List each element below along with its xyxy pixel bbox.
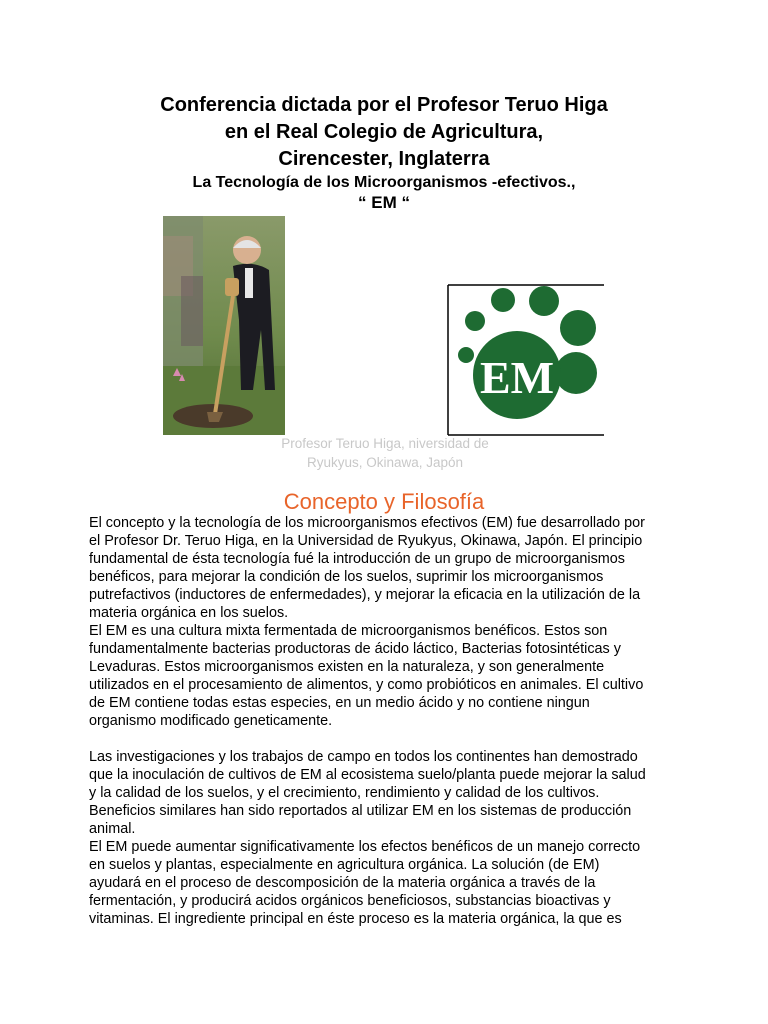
text-line: El EM es una cultura mixta fermentada de microorganismos benéficos. Estos son xyxy=(89,623,608,639)
paragraph-3 xyxy=(89,748,689,838)
professor-photo xyxy=(163,216,285,435)
text-line: El concepto y la tecnología de los microorganismos efectivos (EM) fue desarrollado por xyxy=(89,515,645,531)
text-line: Levaduras. Estos microorganismos existen en la naturaleza, y son generalmente xyxy=(89,659,605,675)
text-line: putrefactivos (inductores de enfermedades), y mejorar la eficacia en la utilización de la xyxy=(89,587,641,603)
em-logo-text: EM xyxy=(479,352,555,403)
text-line: benéficos, para mejorar la condición de los suelos, suprimir los microorganismos xyxy=(89,569,604,585)
title-line-2: en el Real Colegio de Agricultura, xyxy=(224,121,544,143)
caption-line-1: Profesor Teruo Higa, niversidad de xyxy=(281,436,489,451)
em-logo xyxy=(446,283,604,437)
text-line: animal. xyxy=(89,821,136,837)
text-line: el Profesor Dr. Teruo Higa, en la Universidad de Ryukyus, Okinawa, Japón. El principio xyxy=(89,533,643,549)
subtitle-line-2: “ EM “ xyxy=(358,193,410,212)
title-line-1: Conferencia dictada por el Profesor Teruo Higa xyxy=(160,94,608,116)
text-line: fundamental de ésta tecnología fué la introducción de un grupo de microorganismos xyxy=(89,551,625,567)
document-subtitle xyxy=(0,173,768,213)
text-line: que la inoculación de cultivos de EM al ecosistema suelo/planta puede mejorar la salud xyxy=(89,767,646,783)
text-line: Las investigaciones y los trabajos de campo en todos los continentes han demostrado xyxy=(89,749,638,765)
paragraph-4 xyxy=(89,838,689,928)
text-line: vitaminas. El ingrediente principal en éste proceso es la materia orgánica, la que es xyxy=(89,911,622,927)
paragraph-spacer xyxy=(89,730,689,748)
paragraph-1 xyxy=(89,514,689,622)
text-line: ayudará en el proceso de descomposición de la materia orgánica a través de la xyxy=(89,875,596,891)
text-line: Beneficios similares han sido reportados al utilizar EM en los sistemas de producción xyxy=(89,803,632,819)
text-line: utilizados en el procesamiento de alimentos, y como probióticos en animales. El cultivo xyxy=(89,677,644,693)
text-line: El EM puede aumentar significativamente los efectos benéficos de un manejo correcto xyxy=(89,839,641,855)
professor-photo-image xyxy=(163,216,285,435)
text-line: materia orgánica en los suelos. xyxy=(89,605,289,621)
text-line: de EM contiene todas estas especies, en un medio ácido y no contiene ningun xyxy=(89,695,590,711)
text-line: en suelos y plantas, especialmente en agricultura orgánica. La solución (de EM) xyxy=(89,857,600,873)
caption-line-2: Ryukyus, Okinawa, Japón xyxy=(306,455,464,470)
text-line: y la calidad de los suelos, y el crecimiento, rendimiento y calidad de los cultivos. xyxy=(89,785,600,801)
title-line-3: Cirencester, Inglaterra xyxy=(278,148,490,170)
document-title xyxy=(0,92,768,173)
text-line: organismo modificado geneticamente. xyxy=(89,713,333,729)
text-line: fundamentalmente bacterias productoras de ácido láctico, Bacterias fotosintéticas y xyxy=(89,641,621,657)
em-logo-image xyxy=(446,283,604,437)
text-line: fermentación, y producirá acidos orgánicos beneficiosos, substancias bioactivas y xyxy=(89,893,611,909)
subtitle-line-1: La Tecnología de los Microorganismos -efectivos., xyxy=(192,174,576,191)
section-heading: Concepto y Filosofía xyxy=(283,489,485,514)
paragraph-2 xyxy=(89,622,689,730)
body-text xyxy=(89,514,689,928)
photo-caption xyxy=(250,434,520,472)
